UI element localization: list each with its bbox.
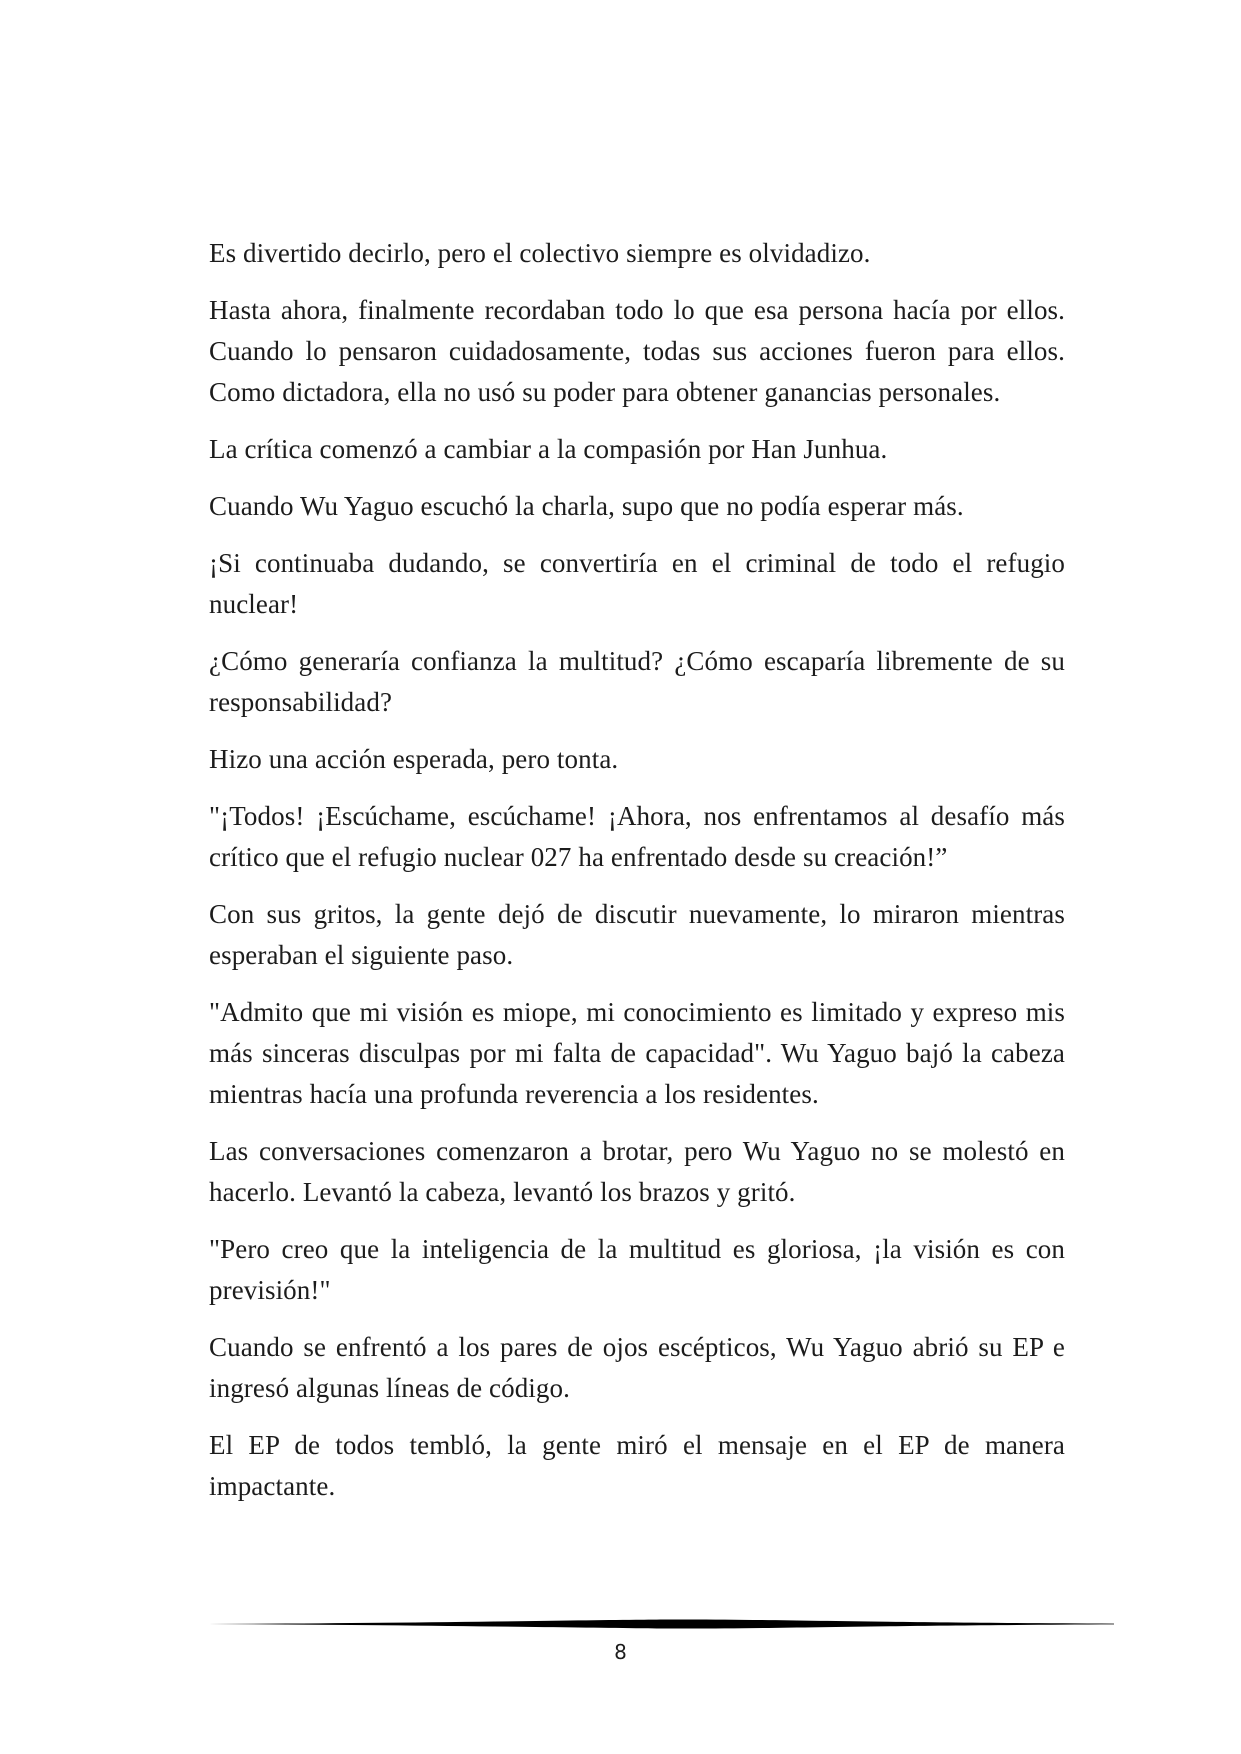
- paragraph: "Pero creo que la inteligencia de la multitud es gloriosa, ¡la visión es con previsión!": [209, 1234, 1065, 1305]
- paragraph: Cuando Wu Yaguo escuchó la charla, supo que no podía esperar más.: [209, 491, 964, 521]
- page-number: 8: [614, 1640, 627, 1664]
- paragraph: "Admito que mi visión es miope, mi conocimiento es limitado y expreso mis más sinceras disculpas por mi falta de capacidad". Wu Yaguo bajó la cabeza mientras hacía una profunda reverencia a los residentes.: [209, 997, 1065, 1109]
- paragraph: Cuando se enfrentó a los pares de ojos escépticos, Wu Yaguo abrió su EP e ingresó algunas líneas de código.: [209, 1332, 1065, 1403]
- paragraph: Es divertido decirlo, pero el colectivo siempre es olvidadizo.: [209, 238, 871, 268]
- paragraph: ¿Cómo generaría confianza la multitud? ¿Cómo escaparía libremente de su responsabilidad?: [209, 646, 1065, 717]
- paragraph: ¡Si continuaba dudando, se convertiría en el criminal de todo el refugio nuclear!: [209, 548, 1065, 619]
- paragraph: Hizo una acción esperada, pero tonta.: [209, 744, 619, 774]
- paragraph: El EP de todos tembló, la gente miró el mensaje en el EP de manera impactante.: [209, 1430, 1065, 1501]
- paragraph: Las conversaciones comenzaron a brotar, pero Wu Yaguo no se molestó en hacerlo. Levantó la cabeza, levantó los brazos y gritó.: [209, 1136, 1065, 1207]
- paragraph: Hasta ahora, finalmente recordaban todo lo que esa persona hacía por ellos. Cuando lo pensaron cuidadosamente, todas sus acciones fueron para ellos. Como dictadora, ella no usó su poder para obtener ganancias personales.: [209, 295, 1065, 407]
- page-body: [209, 233, 1065, 1523]
- footer-divider: [208, 1617, 1114, 1631]
- paragraph: "¡Todos! ¡Escúchame, escúchame! ¡Ahora, nos enfrentamos al desafío más crítico que el refugio nuclear 027 ha enfrentado desde su creación!”: [209, 801, 1065, 872]
- paragraph: Con sus gritos, la gente dejó de discutir nuevamente, lo miraron mientras esperaban el siguiente paso.: [209, 899, 1065, 970]
- paragraph: La crítica comenzó a cambiar a la compasión por Han Junhua.: [209, 434, 888, 464]
